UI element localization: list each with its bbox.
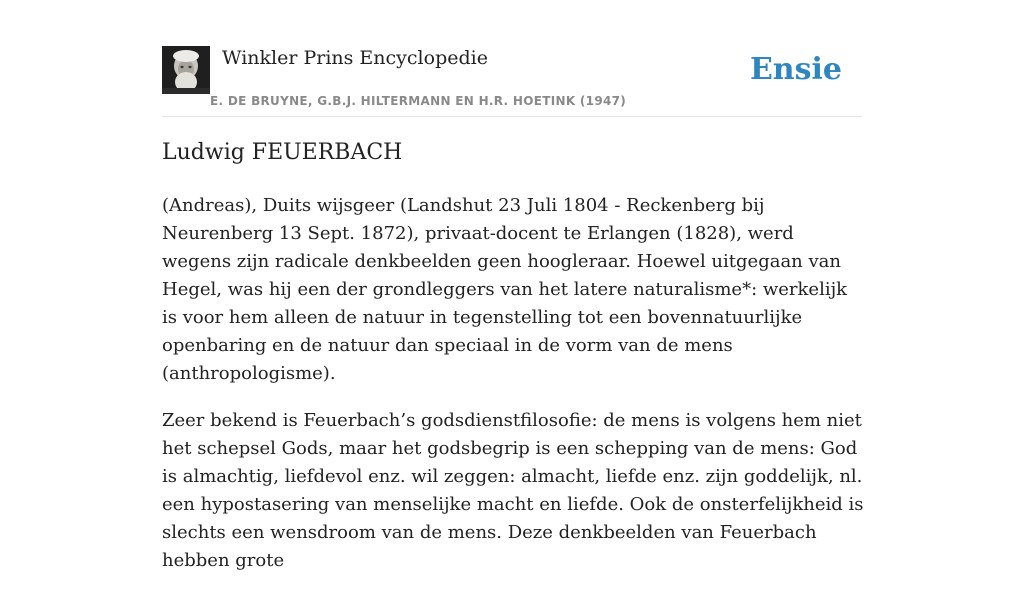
article-paragraph: Zeer bekend is Feuerbach’s godsdienstfilosofie: de mens is volgens hem niet het schepsel Gods, maar het godsbegrip is een schepping van de mens: God is almachtig, liefdevol enz. wil zeggen: almacht, liefde enz. zijn goddelijk, nl. een hypostasering van menselijke macht en liefde. Ook de onsterfelijkheid is slechts een wensdroom van de mens. Deze denkbeelden van Feuerbach hebben grote xyxy=(162,410,864,571)
portrait-image xyxy=(162,46,210,94)
article-title: Ludwig FEUERBACH xyxy=(162,140,403,165)
header xyxy=(162,42,862,117)
article-body xyxy=(162,192,866,594)
authors-credit: E. DE BRUYNE, G.B.J. HILTERMANN EN H.R. HOETINK (1947) xyxy=(210,94,627,108)
article-paragraph: (Andreas), Duits wijsgeer (Landshut 23 Juli 1804 - Reckenberg bij Neurenberg 13 Sept. 1872), privaat-docent te Erlangen (1828), werd wegens zijn radicale denkbeelden geen hoogleraar. Hoewel uitgegaan van Hegel, was hij een der grondleggers van het latere naturalisme*: werkelijk is voor hem alleen de natuur in tegenstelling tot een bovennatuurlijke openbaring en de natuur dan speciaal in de vorm van de mens (anthropologisme). xyxy=(162,195,848,384)
brand-logo[interactable]: Ensie xyxy=(749,52,842,87)
portrait-avatar-icon[interactable] xyxy=(162,46,210,94)
site-name[interactable]: Winkler Prins Encyclopedie xyxy=(222,47,488,69)
